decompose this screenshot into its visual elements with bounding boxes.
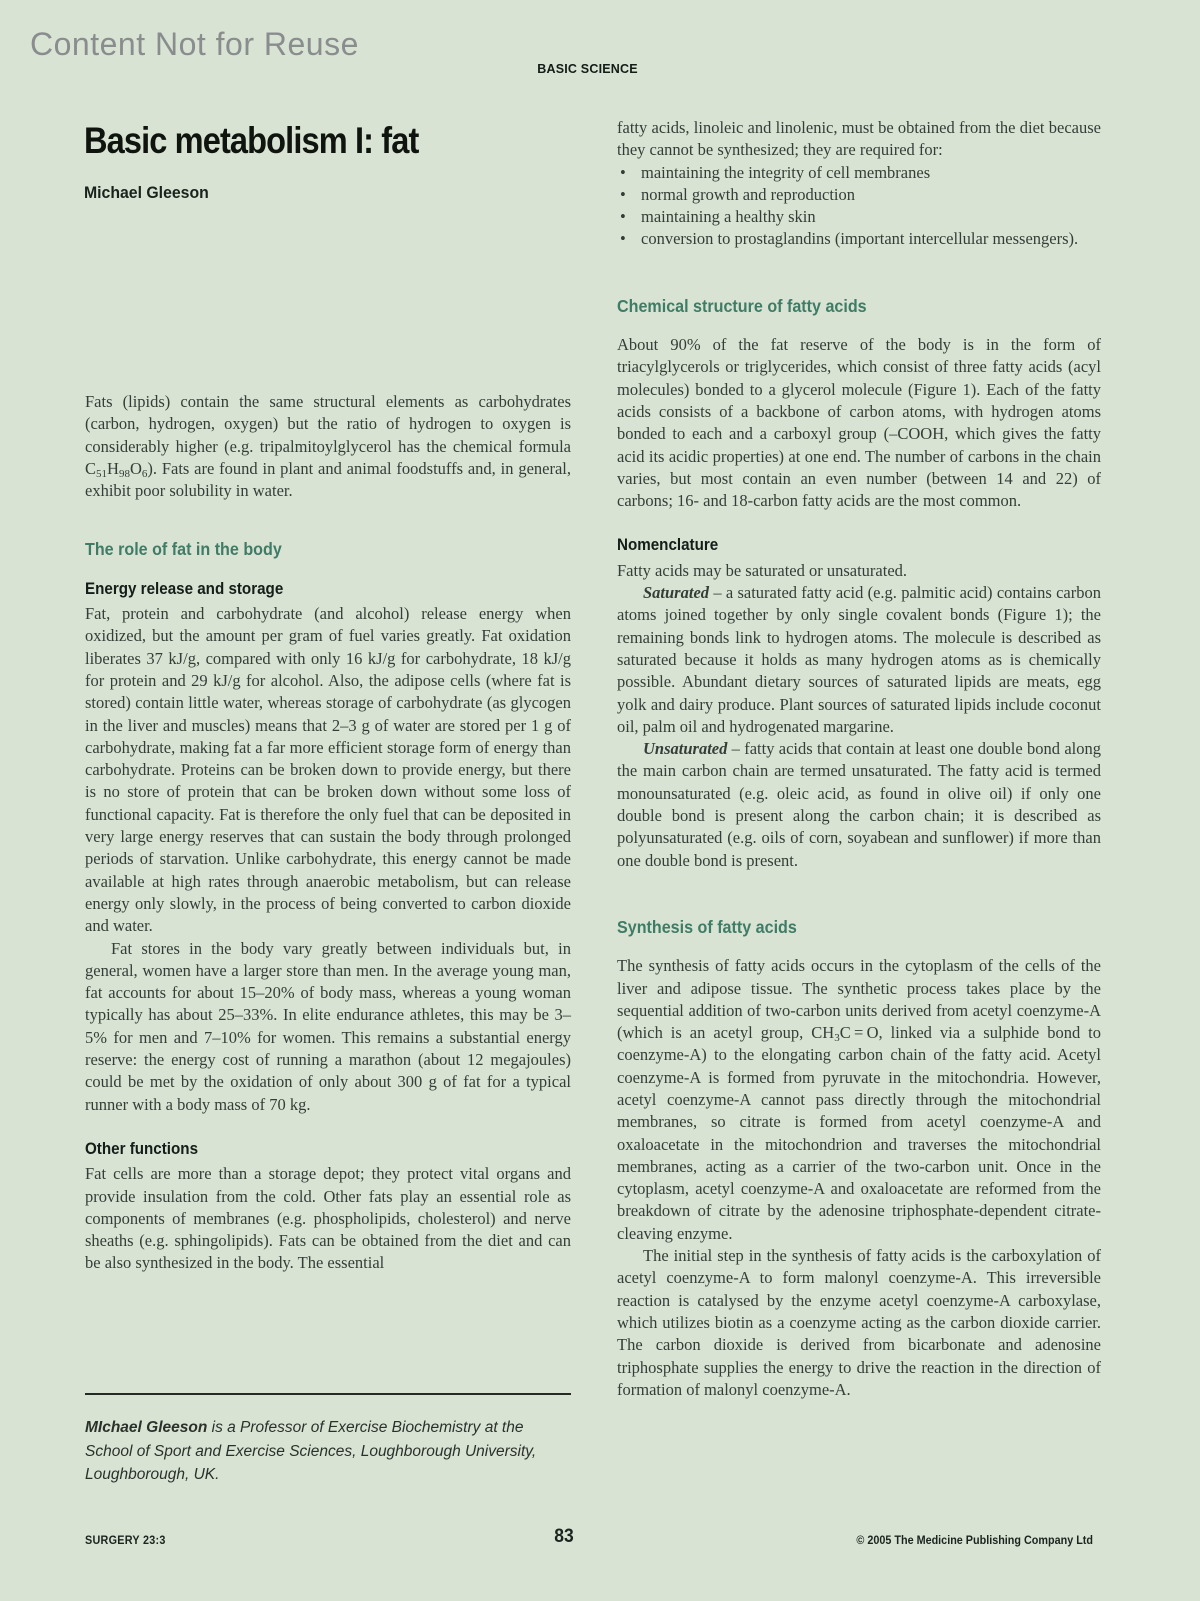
formula-subscript: 51 bbox=[96, 467, 108, 480]
bullet-icon: • bbox=[620, 229, 626, 249]
paragraph-chemical-structure: About 90% of the fat reserve of the body is in the form of triacylglycerols or triglycerides, which consist of three fatty acids (acyl molecules) bonded to a glycerol molecule (Figure 1). Each of the fatty acids consists of a backbone of carbon atoms, with hydrogen atoms bonded to each and a carboxyl group (–COOH, which gives the fatty acid its acidic properties) at one end. The number of carbons in the chain varies, but most contain an even number (between 14 and 22) of carbons; 16- and 18-carbon fatty acids are the most common. bbox=[617, 335, 1101, 511]
unsaturated-text: – fatty acids that contain at least one double bond along the main carbon chain are termed unsaturated. The fatty acid is termed monounsaturated (e.g. oleic acid, as found in olive oil) if only one double bond is present along the carbon chain; it is described as polyunsaturated (e.g. oils of corn, soyabean and sunflower) if more than one double bond is present. bbox=[617, 739, 1101, 870]
paragraph-other-functions: Fat cells are more than a storage depot; they protect vital organs and provide insulation from the cold. Other fats play an essential role as components of membranes (e.g. phospholipids, cholesterol) and nerve sheaths (e.g. sphingolipids). Fats can be obtained from the diet and can be also synthesized in the body. The essential bbox=[85, 1164, 571, 1273]
saturated-text: – a saturated fatty acid (e.g. palmitic acid) contains carbon atoms joined together by only single covalent bonds (Figure 1); the remaining bonds link to hydrogen atoms. The molecule is described as saturated because it holds as many hydrogen atoms as is chemically possible. Abundant dietary sources of saturated lipids are meats, egg yolk and dairy produce. Plant sources of saturated lipids include coconut oil, palm oil and hydrogenated margarine. bbox=[617, 583, 1101, 736]
watermark-text: Content Not for Reuse bbox=[30, 26, 359, 62]
bullet-icon: • bbox=[620, 184, 626, 204]
left-column bbox=[85, 391, 571, 1275]
bullet-icon: • bbox=[620, 207, 626, 227]
footer-journal-ref: SURGERY 23:3 bbox=[85, 1533, 166, 1547]
paragraph-essential-fatty-acids: fatty acids, linoleic and linolenic, must be obtained from the diet because they cannot be synthesized; they are required for: bbox=[617, 118, 1101, 160]
section-heading-role-of-fat: The role of fat in the body bbox=[85, 539, 282, 560]
right-column bbox=[617, 117, 1101, 1401]
footer-page-number: 83 bbox=[554, 1526, 574, 1547]
paragraph-synthesis bbox=[617, 955, 1101, 1245]
list-item bbox=[617, 228, 1101, 250]
essential-functions-list bbox=[617, 162, 1101, 251]
intro-pre: Fats (lipids) contain the same structural elements as carbohydrates (carbon, hydrogen, oxygen) but the ratio of hydrogen to oxygen is considerably higher (e.g. tripalmitoylglycerol has the chemical formula C bbox=[85, 392, 571, 478]
formula-o: O bbox=[129, 458, 142, 478]
article-title: Basic metabolism I: fat bbox=[84, 120, 419, 161]
bullet-icon: • bbox=[620, 162, 626, 182]
subheading-nomenclature: Nomenclature bbox=[617, 536, 719, 555]
paragraph-fat-stores: Fat stores in the body vary greatly between individuals but, in general, women have a larger store than men. In the average young man, fat accounts for about 15–20% of body mass, whereas a young woman typically has about 25–33%. In elite endurance athletes, this may be 3–5% for men and 7–10% for women. This remains a substantial energy reserve: the energy cost of running a marathon (about 12 megajoules) could be met by the oxidation of only about 300 g of fat for a typical runner with a body mass of 70 kg. bbox=[85, 938, 571, 1114]
unsaturated-lead: Unsaturated bbox=[643, 739, 728, 759]
list-item bbox=[617, 206, 1101, 228]
author-bio-text: is a Professor of Exercise Biochemistry at the School of Sport and Exercise Sciences, Loughborough University, Loughborough, UK. bbox=[85, 1419, 537, 1483]
section-heading-synthesis: Synthesis of fatty acids bbox=[617, 916, 797, 937]
formula-h: H bbox=[107, 458, 119, 478]
subheading-other-functions: Other functions bbox=[85, 1139, 199, 1158]
paragraph-unsaturated bbox=[617, 738, 1101, 872]
list-item-text: maintaining a healthy skin bbox=[641, 207, 816, 227]
list-item bbox=[617, 162, 1101, 184]
saturated-lead: Saturated bbox=[643, 583, 710, 603]
formula-subscript: 6 bbox=[141, 467, 148, 480]
section-heading-chemical-structure: Chemical structure of fatty acids bbox=[617, 295, 867, 316]
paragraph-energy-release: Fat, protein and carbohydrate (and alcohol) release energy when oxidized, but the amount per gram of fuel varies greatly. Fat oxidation liberates 37 kJ/g, compared with only 16 kJ/g for carbohydrate, 18 kJ/g for protein and 29 kJ/g for alcohol. Also, the adipose cells (where fat is stored) contain little water, whereas storage of carbohydrate (as glycogen in the liver and muscles) means that 2–3 g of water are stored per 1 g of carbohydrate, making fat a far more efficient storage form of energy than carbohydrate. Proteins can be broken down to provide energy, but there is no store of protein that can be broken down without some loss of functional capacity. Fat is therefore the only fuel that can be deposited in very large energy reserves that can sustain the body through prolonged periods of starvation. Unlike carbohydrate, this energy cannot be made available at high rates through anaerobic metabolism, but can release energy only slowly, in the process of being converted to carbon dioxide and water. bbox=[85, 604, 571, 936]
paragraph-nomenclature-intro: Fatty acids may be saturated or unsaturated. bbox=[617, 560, 908, 580]
paragraph-initial-step: The initial step in the synthesis of fatty acids is the carboxylation of acetyl coenzyme-A to form malonyl coenzyme-A. This irreversible reaction is catalysed by the enzyme acetyl coenzyme-A carboxylase, which utilizes biotin as a coenzyme acting as the carbon dioxide carrier. The carbon dioxide is derived from bicarbonate and adenosine triphosphate supplies the energy to drive the reaction in the direction of formation of malonyl coenzyme-A. bbox=[617, 1246, 1101, 1399]
synthesis-post: C = O, linked via a sulphide bond to coenzyme-A) to the elongating carbon chain of the fatty acid. Acetyl coenzyme-A is formed from pyruvate in the mitochondria. However, acetyl coenzyme-A cannot pass directly through the mitochondrial membranes, so citrate is formed from acetyl coenzyme-A and oxaloacetate in the mitochondrion and traverses the mitochondrial membranes, acting as a carrier of the two-carbon unit. Once in the cytoplasm, acetyl coenzyme-A and oxaloacetate are reformed from the breakdown of citrate by the adenosine triphosphate-dependent citrate-cleaving enzyme. bbox=[617, 1023, 1102, 1243]
footer-copyright: © 2005 The Medicine Publishing Company Ltd bbox=[856, 1533, 1093, 1547]
subheading-energy-release: Energy release and storage bbox=[85, 579, 284, 598]
formula-subscript: 3 bbox=[834, 1032, 840, 1045]
author-bio bbox=[85, 1393, 571, 1487]
synthesis-pre: The synthesis of fatty acids occurs in the cytoplasm of the cells of the liver and adipose tissue. The synthetic process takes place by the sequential addition of two-carbon units derived from acetyl coenzyme-A (which is an acetyl group, CH bbox=[617, 956, 1101, 1043]
article-author: Michael Gleeson bbox=[84, 183, 209, 202]
list-item-text: normal growth and reproduction bbox=[641, 184, 855, 204]
paragraph-saturated bbox=[617, 582, 1101, 738]
list-item bbox=[617, 184, 1101, 206]
intro-paragraph bbox=[85, 391, 571, 502]
list-item-text: maintaining the integrity of cell membranes bbox=[641, 162, 931, 182]
intro-post: ). Fats are found in plant and animal foodstuffs and, in general, exhibit poor solubility in water. bbox=[85, 458, 571, 501]
formula-subscript: 98 bbox=[118, 467, 130, 480]
running-head: BASIC SCIENCE bbox=[537, 62, 638, 76]
author-bio-name: MIchael Gleeson bbox=[85, 1419, 208, 1436]
list-item-text: conversion to prostaglandins (important intercellular messengers). bbox=[641, 229, 1079, 249]
